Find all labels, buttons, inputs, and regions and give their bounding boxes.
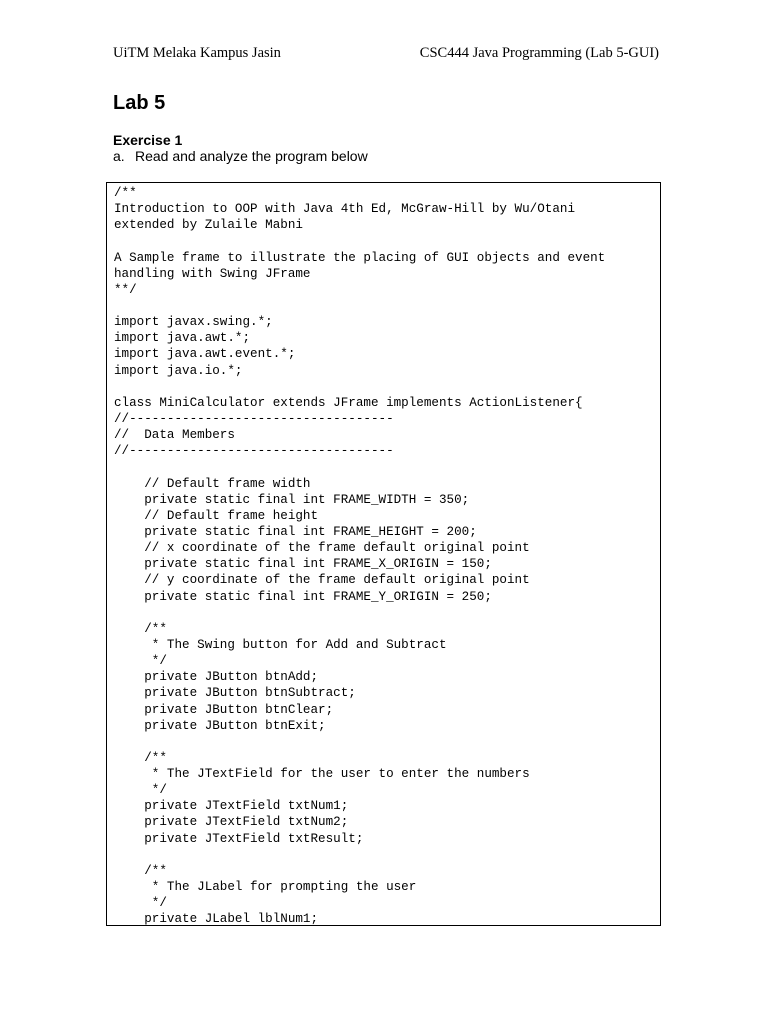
code-line: private static final int FRAME_WIDTH = 350; — [114, 492, 470, 507]
code-line: //----------------------------------- — [114, 444, 394, 459]
code-line — [114, 605, 605, 621]
code-line: import javax.swing.*; — [114, 315, 273, 330]
code-line: //----------------------------------- — [114, 411, 394, 426]
code-line: private static final int FRAME_Y_ORIGIN = 250; — [114, 589, 492, 604]
code-line — [114, 298, 605, 314]
code-line: private JTextField txtNum1; — [114, 799, 349, 814]
code-line: */ — [114, 896, 167, 911]
code-line — [114, 233, 605, 249]
code-line: Introduction to OOP with Java 4th Ed, McGraw-Hill by Wu/Otani — [114, 202, 576, 217]
code-line: // Data Members — [114, 428, 235, 443]
code-listing-box — [106, 182, 661, 926]
code-line: * The JTextField for the user to enter the numbers — [114, 767, 530, 782]
code-line: extended by Zulaile Mabni — [114, 218, 303, 233]
header-course-title: CSC444 Java Programming (Lab 5-GUI) — [419, 45, 659, 61]
code-line: /** — [114, 186, 137, 200]
code-line — [114, 379, 605, 395]
page-title: Lab 5 — [113, 92, 166, 114]
code-line: **/ — [114, 282, 137, 297]
code-line: // Default frame width — [114, 476, 311, 491]
code-line: class MiniCalculator extends JFrame implements ActionListener{ — [114, 395, 583, 410]
instruction-text: Read and analyze the program below — [135, 148, 368, 164]
code-line: private static final int FRAME_X_ORIGIN = 150; — [114, 557, 492, 572]
exercise-heading: Exercise 1 — [113, 132, 183, 148]
code-line: private JButton btnClear; — [114, 702, 334, 717]
code-line: import java.awt.event.*; — [114, 347, 296, 362]
code-line: * The Swing button for Add and Subtract — [114, 637, 447, 652]
code-line — [114, 459, 605, 475]
code-line: /** — [114, 621, 167, 636]
exercise-instruction — [113, 148, 368, 164]
code-line — [114, 847, 605, 863]
code-line: private static final int FRAME_HEIGHT = 200; — [114, 524, 477, 539]
code-line: import java.awt.*; — [114, 331, 251, 346]
code-line: handling with Swing JFrame — [114, 266, 311, 281]
header-course-location: UiTM Melaka Kampus Jasin — [113, 45, 281, 61]
code-line: * The JLabel for prompting the user — [114, 880, 417, 895]
code-line — [114, 734, 605, 750]
code-line: /** — [114, 863, 167, 878]
code-line: private JTextField txtResult; — [114, 831, 364, 846]
code-line: // Default frame height — [114, 508, 319, 523]
code-line: import java.io.*; — [114, 363, 243, 378]
code-line: // x coordinate of the frame default original point — [114, 541, 530, 556]
code-line: private JButton btnSubtract; — [114, 686, 356, 701]
code-listing — [114, 185, 605, 926]
code-line: private JTextField txtNum2; — [114, 815, 349, 830]
instruction-list-marker: a. — [113, 148, 125, 164]
code-line: private JButton btnExit; — [114, 718, 326, 733]
code-line: // y coordinate of the frame default original point — [114, 573, 530, 588]
code-line: private JButton btnAdd; — [114, 670, 319, 685]
code-line: */ — [114, 654, 167, 669]
code-line: */ — [114, 783, 167, 798]
code-line: /** — [114, 750, 167, 765]
code-line: A Sample frame to illustrate the placing of GUI objects and event — [114, 250, 606, 265]
code-line: private JLabel lblNum1; — [114, 912, 319, 926]
